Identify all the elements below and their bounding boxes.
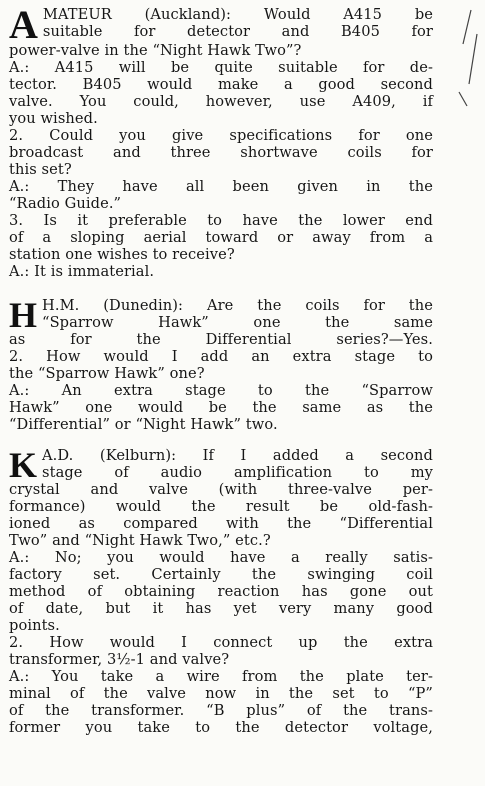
text-line: of the transformer. “B plus” of the trans- xyxy=(9,702,433,719)
text-line: crystal and valve (with three-valve per- xyxy=(9,481,433,498)
article-column xyxy=(9,2,433,736)
text-line: of date, but it has yet very many good xyxy=(9,600,433,617)
text-line: 2. How would I add an extra stage to xyxy=(9,348,433,365)
section-gap xyxy=(9,433,433,447)
letter-amateur-auckland xyxy=(9,2,433,280)
text-line: as for the Differential series?—Yes. xyxy=(9,331,433,348)
text-line: “Radio Guide.” xyxy=(9,195,122,212)
text-line: 3. Is it preferable to have the lower end xyxy=(9,212,433,229)
letter-hm-dunedin xyxy=(9,297,433,433)
text-line: points. xyxy=(9,617,60,634)
text-line: factory set. Certainly the swinging coil xyxy=(9,566,433,583)
text-line: ioned as compared with the “Differential xyxy=(9,515,433,532)
text-line: tector. B405 would make a good second xyxy=(9,76,433,93)
text-line: former you take to the detector voltage, xyxy=(9,719,433,736)
text-line: the “Sparrow Hawk” one? xyxy=(9,365,205,382)
text-line: A.: You take a wire from the plate ter- xyxy=(9,668,433,685)
text-line: MATEUR (Auckland): Would A415 be xyxy=(42,6,433,23)
ink-scratch-mark xyxy=(441,4,481,124)
text-line: “Differential” or “Night Hawk” two. xyxy=(9,416,278,433)
text-line: of a sloping aerial toward or away from a xyxy=(9,229,433,246)
text-line: stage of audio amplification to my xyxy=(42,464,433,481)
text-line: valve. You could, however, use A409, if xyxy=(9,93,433,110)
dropcap-k: K xyxy=(9,445,38,485)
text-line: A.: No; you would have a really satis- xyxy=(9,549,433,566)
text-line: 2. How would I connect up the extra xyxy=(9,634,433,651)
text-line: this set? xyxy=(9,161,72,178)
section-gap xyxy=(9,280,433,297)
text-line: transformer, 3½-1 and valve? xyxy=(9,651,230,668)
text-line: method of obtaining reaction has gone out xyxy=(9,583,433,600)
text-line: formance) would the result be old-fash- xyxy=(9,498,433,515)
text-line: A.: It is immaterial. xyxy=(9,263,155,280)
text-line: A.: An extra stage to the “Sparrow xyxy=(9,382,433,399)
text-line: minal of the valve now in the set to “P” xyxy=(9,685,433,702)
text-line: “Sparrow Hawk” one the same xyxy=(42,314,433,331)
text-line: A.: They have all been given in the xyxy=(9,178,433,195)
text-line: 2. Could you give specifications for one xyxy=(9,127,433,144)
text-line: station one wishes to receive? xyxy=(9,246,235,263)
dropcap-h: H xyxy=(9,295,38,335)
text-line: suitable for detector and B405 for xyxy=(42,23,433,40)
text-line: Hawk” one would be the same as the xyxy=(9,399,433,416)
text-line: Two” and “Night Hawk Two,” etc.? xyxy=(9,532,271,549)
text-line: power-valve in the “Night Hawk Two”? xyxy=(9,42,302,59)
text-line: you wished. xyxy=(9,110,98,127)
letter-kad-kelburn xyxy=(9,447,433,736)
text-line: A.D. (Kelburn): If I added a second xyxy=(42,447,433,464)
text-line: broadcast and three shortwave coils for xyxy=(9,144,433,161)
dropcap-a: A xyxy=(9,2,38,47)
text-line: H.M. (Dunedin): Are the coils for the xyxy=(42,297,433,314)
text-line: A.: A415 will be quite suitable for de- xyxy=(9,59,433,76)
